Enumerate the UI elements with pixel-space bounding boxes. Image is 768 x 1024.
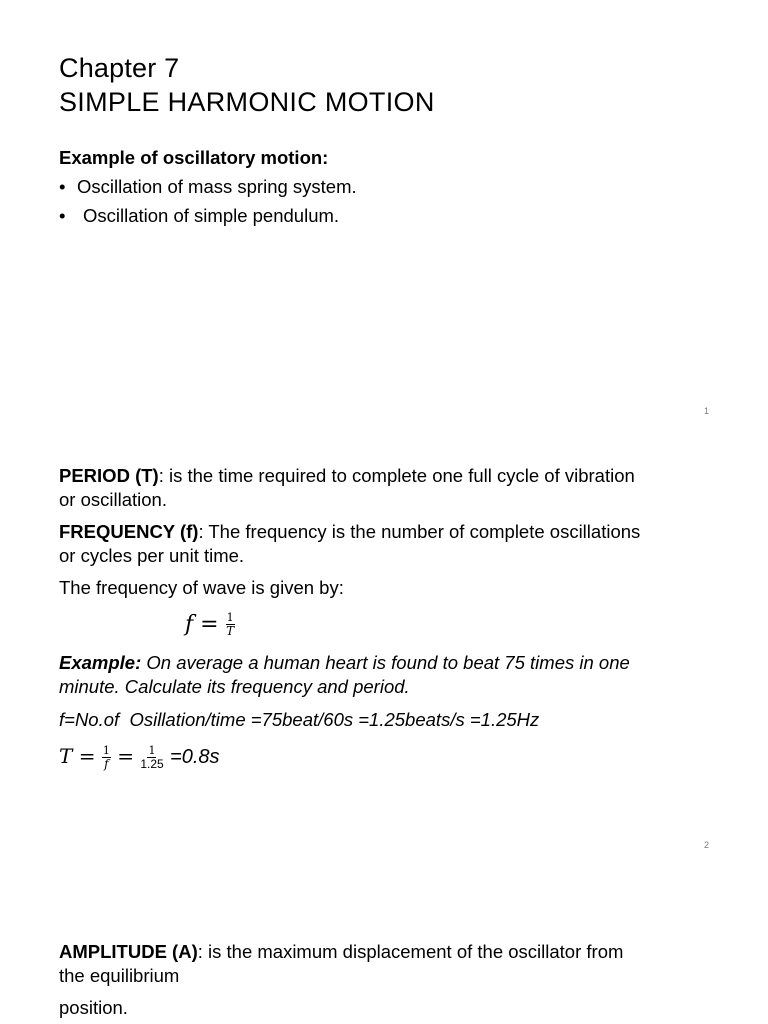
amplitude-def-line2: the equilibrium — [59, 965, 180, 986]
fraction-numerator: 1 — [102, 743, 110, 757]
fraction-numerator: 1 — [148, 743, 156, 757]
example-label: Example: — [59, 652, 142, 673]
frequency-def-line1: : The frequency is the number of complete oscillations — [198, 521, 641, 542]
example-heading: Example of oscillatory motion: — [59, 147, 329, 168]
period-def-line1: : is the time required to complete one full cycle of vibration — [158, 465, 635, 486]
frequency-formula — [185, 605, 235, 645]
fraction-denominator: T — [226, 624, 235, 638]
frequency-def-line2: or cycles per unit time. — [59, 545, 245, 566]
frequency-intro: The frequency of wave is given by: — [59, 577, 344, 598]
bullet-dot-icon: • — [59, 205, 66, 226]
amplitude-definition — [59, 940, 739, 988]
amplitude-def-line3: position. — [59, 997, 128, 1018]
bullet-item-1 — [59, 175, 357, 199]
amplitude-def-line1: : is the maximum displacement of the oscillator from — [197, 941, 624, 962]
period-calculation — [59, 736, 220, 777]
period-term: PERIOD (T) — [59, 465, 159, 486]
bullet-item-2 — [59, 204, 339, 228]
period-fraction-2 — [140, 745, 163, 771]
period-fraction-1 — [102, 745, 111, 771]
example-problem — [59, 651, 739, 699]
formula-fraction — [226, 612, 235, 638]
frequency-term: FREQUENCY (f) — [59, 521, 199, 542]
chapter-label: Chapter 7 — [59, 53, 180, 83]
period-result: =0.8s — [170, 746, 220, 768]
period-lhs: T — [59, 744, 73, 768]
period-equals-1: = — [78, 744, 96, 768]
frequency-calculation: f=No.of Osillation/time =75beat/60s =1.25beats/s =1.25Hz — [59, 709, 540, 730]
fraction-denominator: f — [104, 756, 109, 771]
formula-lhs: f — [185, 612, 194, 637]
chapter-title: SIMPLE HARMONIC MOTION — [59, 87, 435, 117]
bullet-text: Oscillation of mass spring system. — [77, 176, 357, 197]
bullet-text: Oscillation of simple pendulum. — [83, 205, 340, 226]
fraction-denominator: 1.25 — [140, 756, 164, 771]
period-def-line2: or oscillation. — [59, 489, 167, 510]
page-number: 1 — [704, 406, 710, 416]
frequency-definition — [59, 520, 739, 568]
example-text-line1: On average a human heart is found to beat 75 times in one — [141, 652, 630, 673]
formula-equals: = — [200, 612, 219, 637]
fraction-numerator: 1 — [226, 611, 234, 624]
amplitude-term: AMPLITUDE (A) — [59, 941, 198, 962]
bullet-dot-icon: • — [59, 176, 66, 197]
page-number: 2 — [704, 840, 710, 850]
example-text-line2: minute. Calculate its frequency and period. — [59, 676, 410, 697]
period-equals-2: = — [117, 744, 134, 768]
period-definition — [59, 464, 739, 512]
